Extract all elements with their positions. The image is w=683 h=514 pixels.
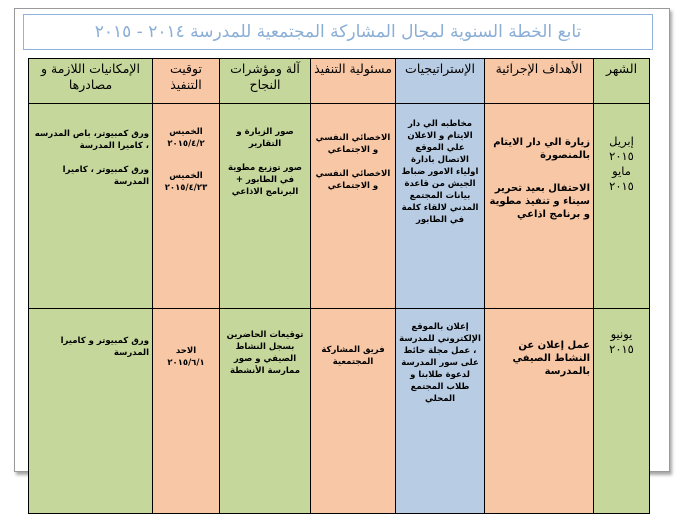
goal-text: الاحتفال بعيد تحرير سيناء و تنفيذ مطوية و برنامج اذاعي: [489, 183, 590, 220]
month-year: ٢٠١٥: [609, 342, 634, 356]
header-responsibility: مسئولية التنفيذ: [311, 59, 396, 104]
indicator-text: توقيعات الحاضرين بسجل النشاط الصيفي و صور ممارسة الأنشطة: [226, 330, 304, 376]
header-resources: الإمكانيات اللازمة و مصادرها: [29, 59, 153, 104]
header-timing: توقيت التنفيذ: [153, 59, 220, 104]
annual-plan-table: [28, 58, 650, 514]
table-header-row: [29, 59, 650, 104]
cell-resources: [29, 104, 153, 309]
cell-indicators: [220, 309, 311, 514]
header-indicators: آلة ومؤشرات النجاح: [220, 59, 311, 104]
cell-timing: [153, 104, 220, 309]
page-title: تابع الخطة السنوية لمجال المشاركة المجتمعية للمدرسة ٢٠١٤ - ٢٠١٥: [23, 14, 653, 50]
goal-text: زيارة الي دار الايتام بالمنصورة: [493, 137, 590, 161]
timing-day: الاحد: [175, 346, 197, 356]
indicator-text: صور توزيع مطوية في الطابور + البرنامج الاذاعي: [228, 163, 302, 197]
header-strategies: الإستراتيجيات: [396, 59, 485, 104]
month-year: ٢٠١٥: [609, 179, 634, 193]
indicator-text: صور الزيارة و التقارير: [236, 127, 294, 149]
month-year: ٢٠١٥: [609, 149, 634, 163]
cell-strategies: [396, 309, 485, 514]
cell-month: [594, 309, 650, 514]
cell-resources: [29, 309, 153, 514]
strategy-text: إعلان بالموقع الإلكتروني للمدرسة ، عمل مجلة حائط على سور المدرسة لدعوة طلابنا و طلاب المجتمع المحلي: [399, 322, 481, 404]
responsibility-text: الاخصائي النفسي و الاجتماعي: [315, 169, 391, 191]
resource-text: ورق كمبيوتر و كاميرا المدرسة: [60, 336, 149, 358]
cell-responsibility: [311, 104, 396, 309]
resource-text: ورق كمبيوتر ، كاميرا المدرسة: [62, 165, 149, 187]
header-goals: الأهداف الإجرائية: [485, 59, 594, 104]
month-name: مايو: [612, 164, 631, 178]
table-row: [29, 309, 650, 514]
cell-goals: [485, 104, 594, 309]
timing-day: الخميس: [169, 171, 203, 181]
month-name: يونيو: [610, 327, 633, 341]
cell-timing: [153, 309, 220, 514]
cell-month: [594, 104, 650, 309]
table-row: [29, 104, 650, 309]
responsibility-text: فريق المشاركة المجتمعية: [321, 345, 385, 367]
strategy-text: مخاطبه الي دار الايتام و الاعلان علي الموقع الاتصال بادارة اولياء الامور ضباط الجيش من قاعدة بيانات المجتمع المدني لالقاء كلمة في الطابور: [401, 119, 479, 225]
month-name: إبريل: [609, 134, 634, 148]
timing-day: الخميس: [169, 127, 203, 137]
goal-text: عمل إعلان عن النشاط الصيفي بالمدرسة: [512, 340, 590, 377]
timing-date: ٢٠١٥/٤/٢٣: [164, 183, 208, 193]
header-month: الشهر: [594, 59, 650, 104]
cell-goals: [485, 309, 594, 514]
cell-responsibility: [311, 309, 396, 514]
cell-strategies: [396, 104, 485, 309]
responsibility-text: الاخصائي النفسي و الاجتماعي: [315, 133, 391, 155]
resource-text: ورق كمبيوتر، باص المدرسه ، كاميرا المدرسة: [34, 129, 149, 151]
timing-date: ٢٠١٥/٤/٢: [167, 139, 205, 149]
timing-date: ٢٠١٥/٦/١: [167, 358, 205, 368]
cell-indicators: [220, 104, 311, 309]
